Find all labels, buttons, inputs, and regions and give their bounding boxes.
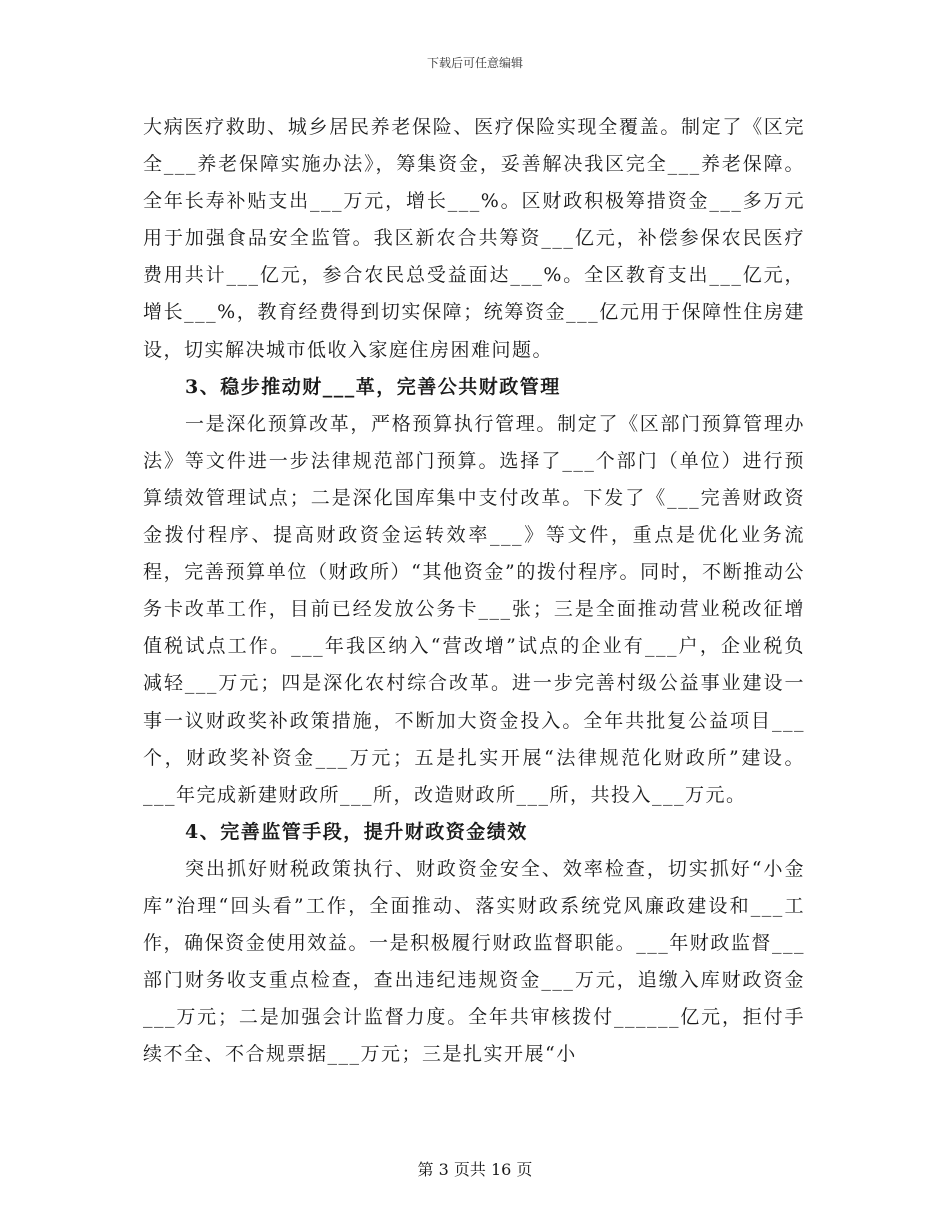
document-body [143, 109, 805, 1073]
body-paragraph-2: 一是深化预算改革，严格预算执行管理。制定了《区部门预算管理办法》等文件进一步法律规范部门预算。选择了___个部门（单位）进行预算绩效管理试点；二是深化国库集中支付改革。下发了《___完善财政资金拨付程序、提高财政资金运转效率___》等文件，重点是优化业务流程，完善预算单位（财政所）“其他资金”的拨付程序。同时，不断推动公务卡改革工作，目前已经发放公务卡___张；三是全面推动营业税改征增值税试点工作。___年我区纳入“营改增”试点的企业有___户，企业税负减轻___万元；四是深化农村综合改革。进一步完善村级公益事业建设一事一议财政奖补政策措施，不断加大资金投入。全年共批复公益项目___个，财政奖补资金___万元；五是扎实开展“法律规范化财政所”建设。___年完成新建财政所___所，改造财政所___所，共投入___万元。 [143, 412, 805, 806]
body-paragraph-3: 突出抓好财税政策执行、财政资金安全、效率检查，切实抓好“小金库”治理“回头看”工作，全面推动、落实财政系统党风廉政建设和___工作，确保资金使用效益。一是积极履行财政监督职能。___年财政监督___部门财务收支重点检查，查出违纪违规资金___万元，追缴入库财政资金___万元；二是加强会计监督力度。全年共审核拨付______亿元，拒付手续不全、不合规票据___万元；三是扎实开展“小 [143, 857, 805, 1066]
header-note: 下载后可任意编辑 [426, 56, 523, 70]
body-paragraph-1: 大病医疗救助、城乡居民养老保险、医疗保险实现全覆盖。制定了《区完全___养老保障实施办法》，筹集资金，妥善解决我区完全___养老保障。全年长寿补贴支出___万元，增长___%。区财政积极筹措资金___多万元用于加强食品安全监管。我区新农合共筹资___亿元，补偿参保农民医疗费用共计___亿元，参合农民总受益面达___%。全区教育支出___亿元，增长___%，教育经费得到切实保障；统筹资金___亿元用于保障性住房建设，切实解决城市低收入家庭住房困难问题。 [143, 116, 805, 361]
section-heading-4: 4、完善监管手段，提升财政资金绩效 [185, 820, 528, 843]
page-number-footer: 第 3 页共 16 页 [417, 1160, 533, 1179]
section-heading-3: 3、稳步推动财___革，完善公共财政管理 [185, 375, 561, 398]
